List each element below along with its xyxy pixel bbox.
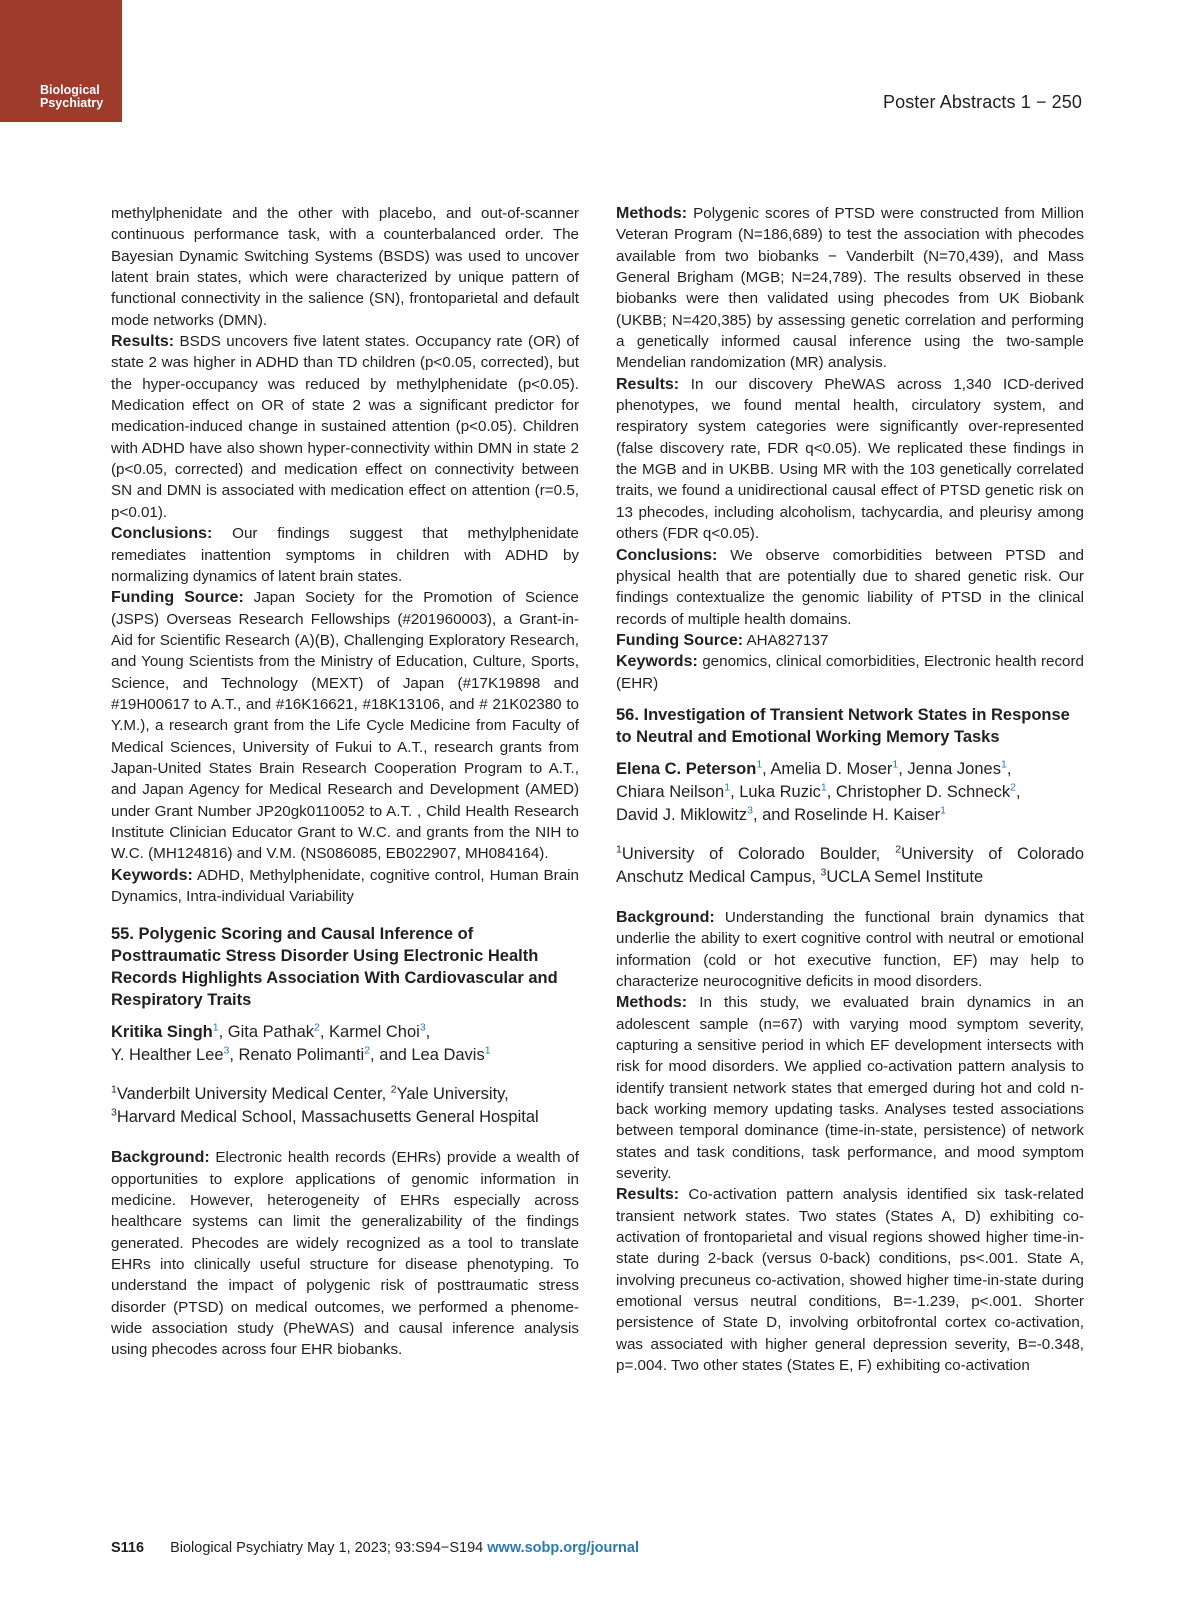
section-text: Japan Society for the Promotion of Science (JSPS) Overseas Research Fellowships (#201960003), a Grant-in-Aid for Scientific Research (A)(B), Challenging Exploratory Research, and Young Scientists from the Ministry of Education, Culture, Sports, Science, and Technology (MEXT) of Japan (#17K19898 and #19H00617 to A.T., and #16K16621, #18K13106, and # 21K02380 to Y.M.), a research grant from the Life Cycle Medicine from Faculty of Medical Sciences, University of Fukui to A.T., research grants from Japan-United States Brain Research Cooperation Program to A.T., and Japan Agency for Medical Research and Development (AMED) under Grant Number JP20gk0110052 to A.T. , Child Health Research Institute Clinician Educator Grant to W.C. and grants from the NIH to W.C. (MH124816) and V.M. (NS086085, EB022907, MH084164). [111, 589, 579, 863]
keywords-paragraph [616, 651, 1084, 694]
journal-name-line1: Biological [40, 83, 100, 97]
abstract-56-affiliations [616, 843, 1084, 889]
author-affiliation-sup: 3 [747, 804, 753, 817]
affiliation: Harvard Medical School, Massachusetts General Hospital [116, 1108, 539, 1127]
section-text: Co-activation pattern analysis identified six task-related transient network states. Two states (States A, D) exhibiting co-activation of frontoparietal and visual regions showed higher time-in-state during 2-back (versus 0-back) conditions, ps<.001. State A, involving precuneus co-activation, showed higher time-in-state during emotional versus neutral conditions, B=-1.239, p<.001. Shorter persistence of State D, involving orbitofrontal cortex co-activation, was associated with higher general depression severity, B=-0.348, p=.004. Two other states (States E, F) exhibiting co-activation [616, 1186, 1084, 1375]
section-text: In this study, we evaluated brain dynamics in an adolescent sample (n=67) with varying mood symptom severity, capturing a sensitive period in which EF development intersects with risk for mood disorders. We applied co-activation pattern analysis to identify transient network states that emerged during hot and cold n-back working memory updating tasks. Analyses tested associations between temporal dominance (time-in-state, persistence) of network states and task conditions, task performance, and mood symptom severity. [616, 994, 1084, 1183]
section-text: In our discovery PheWAS across 1,340 ICD-derived phenotypes, we found mental health, circulatory system, and respiratory system categories were significantly over-represented (false discovery rate, FDR q<0.05). We replicated these findings in the MGB and in UKBB. Using MR with the 103 genetically correlated traits, we found a unidirectional causal effect of PTSD genetic risk on 13 phecodes, including alcoholism, tachycardia, and pleurisy among others (FDR q<0.05). [616, 375, 1084, 543]
author-affiliation-sup: 1 [212, 1021, 219, 1034]
author-name: Karmel Choi [329, 1023, 420, 1042]
funding-paragraph [111, 587, 579, 864]
author-affiliation-sup: 1 [484, 1044, 491, 1057]
author-name: Kritika Singh [111, 1023, 213, 1042]
results-paragraph [111, 331, 579, 523]
author-affiliation-sup: 2 [1010, 781, 1016, 794]
author-affiliation-sup: 3 [223, 1044, 230, 1057]
author-name: David J. Miklowitz [616, 805, 748, 824]
journal-logo-tab [0, 0, 122, 122]
affiliation-sup: 1 [111, 1083, 117, 1096]
section-label: Results: [616, 1186, 680, 1204]
author-affiliation-sup: 3 [419, 1021, 426, 1034]
section-text: Electronic health records (EHRs) provide a wealth of opportunities to explore applications of genomic information in medicine. However, heterogeneity of EHRs especially across healthcare systems can limit the generalizability of the findings generated. Phecodes are widely recognized as a tool to translate EHRs into clinically useful structure for disease phenotyping. To understand the impact of polygenic risk of posttraumatic stress disorder (PTSD) on medical outcomes, we performed a phenome-wide association study (PheWAS) and causal inference analysis using phecodes across four EHR biobanks. [111, 1149, 579, 1359]
section-label: Funding Source: [616, 631, 744, 649]
author-separator: , [1015, 782, 1021, 801]
funding-paragraph [616, 630, 1084, 651]
author-separator: , [762, 759, 771, 778]
author-name: Renato Polimanti [238, 1046, 365, 1065]
right-column [616, 203, 1084, 1376]
affiliation-sup: 3 [820, 866, 827, 879]
section-text: BSDS uncovers five latent states. Occupancy rate (OR) of state 2 was higher in ADHD than TD children (p<0.05, corrected), but the hyper-occupancy was reduced by methylphenidate (p<0.05). Medication effect on OR of state 2 was a significant predictor for medication-induced change in sustained attention (p<0.05). Children with ADHD have also shown hyper-connectivity within DMN in state 2 (p<0.05, corrected) and medication effect on connectivity between SN and DMN is associated with medication effect on attention (r=0.5, p<0.01). [111, 333, 579, 521]
author-affiliation-sup: 1 [892, 758, 899, 771]
abstract-55-title: 55. Polygenic Scoring and Causal Inference of Posttraumatic Stress Disorder Using Electronic Health Records Highlights Association With Cardiovascular and Respiratory Traits [111, 925, 558, 1010]
author-separator: , [898, 759, 908, 778]
author-separator: , [218, 1023, 228, 1042]
journal-url-link[interactable]: www.sobp.org/journal [487, 1540, 639, 1556]
section-text: We observe comorbidities between PTSD and physical health that are potentially due to shared genetic risk. Our findings contextualize the genomic liability of PTSD in the clinical records of multiple health domains. [616, 546, 1084, 628]
affiliation: UCLA Semel Institute [826, 867, 984, 886]
section-text: Polygenic scores of PTSD were constructed from Million Veteran Program (N=186,689) to test the association with phecodes available from two biobanks − Vanderbilt (N=70,439), and Mass General Brigham (MGB; N=24,789). The results observed in these biobanks were then validated using phecodes from UK Biobank (UKBB; N=420,385) by assessing genetic correlation and performing a genetically informed causal inference using the two-sample Mendelian randomization (MR) analysis. [616, 205, 1084, 372]
conclusions-paragraph [111, 523, 579, 587]
affiliation: Vanderbilt University Medical Center, [116, 1085, 391, 1104]
section-label: Keywords: [616, 653, 698, 671]
citation: Biological Psychiatry May 1, 2023; 93:S94−S194 [170, 1540, 488, 1556]
author-separator: , [730, 782, 740, 801]
section-text: ADHD, Methylphenidate, cognitive control, Human Brain Dynamics, Intra-individual Variability [111, 866, 579, 905]
methods-paragraph [616, 992, 1084, 1184]
author-name: Amelia D. Moser [770, 759, 893, 778]
section-text: Our findings suggest that methylphenidate remediates inattention symptoms in children with ADHD by normalizing dynamics of latent brain states. [111, 525, 579, 585]
author-affiliation-sup: 2 [314, 1021, 320, 1034]
section-label: Results: [616, 375, 680, 393]
section-label: Keywords: [111, 866, 193, 884]
author-separator: , [1006, 759, 1012, 778]
background-paragraph [616, 907, 1084, 992]
section-label: Results: [111, 333, 175, 351]
affiliation: University of Colorado Boulder, [621, 844, 896, 863]
author-separator: , [229, 1046, 239, 1065]
conclusions-paragraph [616, 545, 1084, 630]
continued-methods-paragraph: methylphenidate and the other with placebo, and out-of-scanner continuous performance task, with a counterbalanced order. The Bayesian Dynamic Switching Systems (BSDS) was used to uncover latent brain states, which were characterized by unique pattern of functional connectivity in the salience (SN), frontoparietal and default mode networks (DMN). [111, 205, 579, 329]
author-separator: , and [370, 1046, 412, 1065]
abstract-56-title: 56. Investigation of Transient Network States in Response to Neutral and Emotional Working Memory Tasks [616, 705, 1070, 746]
section-label: Background: [616, 908, 715, 926]
author-name: Gita Pathak [227, 1023, 314, 1042]
results-paragraph [616, 374, 1084, 545]
section-label: Background: [111, 1149, 210, 1167]
author-affiliation-sup: 1 [940, 804, 946, 817]
author-name: Y. Healther Lee [111, 1046, 224, 1065]
author-affiliation-sup: 1 [820, 781, 827, 794]
section-text: genomics, clinical comorbidities, Electronic health record (EHR) [616, 653, 1084, 692]
affiliation-sup: 2 [895, 843, 902, 856]
author-affiliation-sup: 1 [756, 758, 763, 771]
author-affiliation-sup: 1 [724, 781, 731, 794]
section-label: Conclusions: [111, 525, 213, 543]
affiliation-sup: 3 [111, 1106, 117, 1119]
journal-name-line2: Psychiatry [40, 96, 104, 110]
running-head: Poster Abstracts 1 − 250 [882, 92, 1082, 112]
methods-paragraph [616, 203, 1084, 374]
author-affiliation-sup: 1 [1000, 758, 1007, 771]
affiliation-sup: 2 [390, 1083, 397, 1096]
section-label: Conclusions: [616, 546, 718, 564]
author-name: Roselinde H. Kaiser [794, 805, 941, 824]
author-name: Lea Davis [411, 1046, 485, 1065]
background-paragraph [111, 1147, 579, 1360]
affiliation: Yale University, [396, 1085, 509, 1104]
section-label: Funding Source: [111, 589, 244, 607]
author-affiliation-sup: 2 [364, 1044, 371, 1057]
author-name: Jenna Jones [907, 759, 1001, 778]
author-name: Luka Ruzic [739, 782, 821, 801]
abstract-56-authors [616, 758, 1084, 827]
section-text: AHA827137 [743, 631, 829, 649]
page-footer [111, 1540, 639, 1556]
affiliation-sup: 1 [616, 843, 622, 856]
author-name: Elena C. Peterson [616, 759, 757, 778]
left-column [111, 203, 579, 1361]
keywords-paragraph [111, 865, 579, 908]
section-label: Methods: [616, 205, 688, 222]
affiliation: University of Colorado Anschutz Medical Campus, [616, 844, 1084, 886]
abstract-55-authors [111, 1021, 579, 1067]
author-separator: , [425, 1023, 431, 1042]
section-label: Methods: [616, 994, 688, 1012]
author-separator: , [826, 782, 836, 801]
author-separator: , [319, 1023, 330, 1042]
author-name: Chiara Neilson [616, 782, 725, 801]
abstract-55-affiliations [111, 1083, 579, 1129]
results-paragraph [616, 1184, 1084, 1376]
page-number: S116 [111, 1540, 145, 1556]
author-separator: , and [752, 805, 795, 824]
section-text: Understanding the functional brain dynamics that underlie the ability to exert cognitive control with neutral or emotional information (cold or hot executive function, EF) may help to characterize neurocognitive deficits in mood disorders. [616, 908, 1084, 990]
author-name: Christopher D. Schneck [835, 782, 1011, 801]
